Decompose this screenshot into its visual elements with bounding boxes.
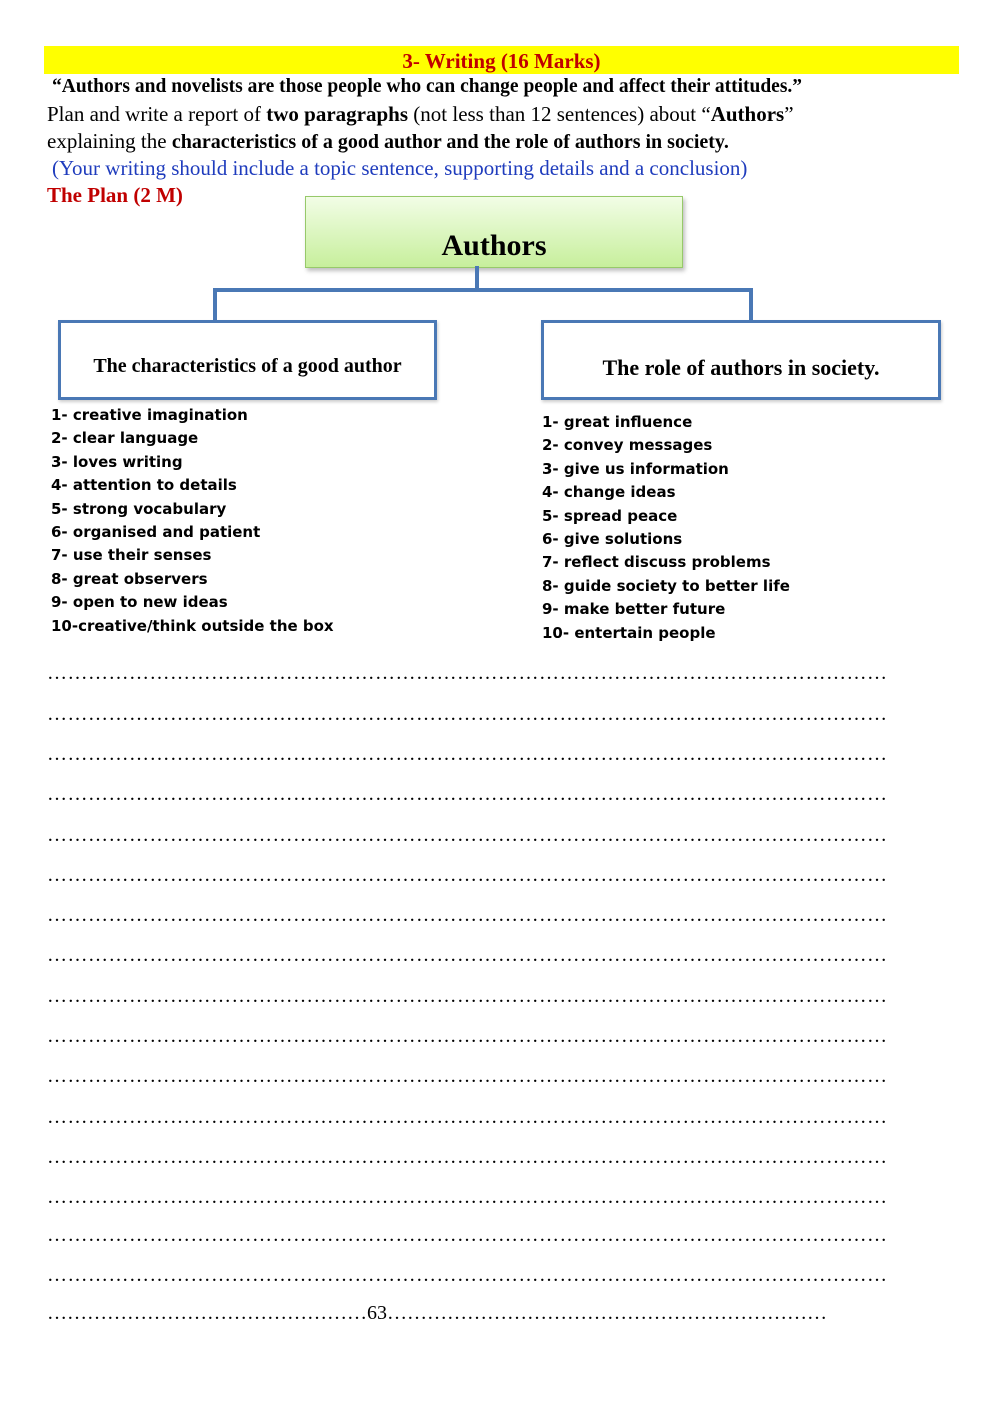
writing-line[interactable]: ……………………………………………………………………………………………………………: [47, 1224, 888, 1246]
instruction: (Your writing should include a topic sentence, supporting details and a conclusion): [52, 156, 748, 180]
list-item: 2- convey messages: [542, 436, 713, 455]
list-item: 6- organised and patient: [51, 522, 261, 541]
task-emphasis: Authors: [710, 102, 785, 126]
list-item: 10-creative/think outside the box: [51, 616, 334, 635]
task-emphasis: two paragraphs: [266, 102, 409, 126]
list-item: 9- make better future: [542, 600, 726, 619]
list-item: 7- use their senses: [51, 546, 212, 565]
list-item: 4- attention to details: [51, 476, 237, 495]
connector-bar: [213, 288, 753, 292]
footer-dots: …………………………………………………………: [387, 1302, 827, 1324]
header-bar: [44, 46, 959, 74]
writing-line[interactable]: ……………………………………………………………………………………………………………: [47, 703, 888, 725]
task-text: explaining the: [47, 129, 172, 153]
center-node: [305, 196, 683, 268]
footer-line: [47, 1302, 947, 1325]
writing-line[interactable]: ……………………………………………………………………………………………………………: [47, 944, 888, 966]
task-emphasis: characteristics of a good author and the role of authors in society.: [171, 131, 729, 153]
writing-line[interactable]: ……………………………………………………………………………………………………………: [47, 1065, 888, 1087]
list-item: 9- open to new ideas: [51, 593, 228, 612]
footer-dots: …………………………………………: [47, 1302, 367, 1324]
list-item: 5- strong vocabulary: [51, 499, 227, 518]
writing-line[interactable]: ……………………………………………………………………………………………………………: [47, 1186, 888, 1208]
writing-line[interactable]: ……………………………………………………………………………………………………………: [47, 1025, 888, 1047]
writing-line[interactable]: ……………………………………………………………………………………………………………: [47, 1264, 888, 1286]
connector-left: [213, 288, 217, 320]
writing-line[interactable]: ……………………………………………………………………………………………………………: [47, 662, 888, 684]
section-title: 3- Writing (16 Marks): [402, 49, 601, 73]
plan-title: The Plan (2 M): [47, 183, 183, 207]
branch-label: The role of authors in society.: [602, 355, 880, 380]
list-item: 8- guide society to better life: [542, 576, 790, 595]
writing-line[interactable]: ……………………………………………………………………………………………………………: [47, 824, 888, 846]
connector-right: [749, 288, 753, 320]
list-item: 2- clear language: [51, 429, 199, 448]
task-text: ”: [784, 102, 794, 126]
branch-role: [541, 320, 941, 400]
writing-line[interactable]: ……………………………………………………………………………………………………………: [47, 743, 888, 765]
characteristics-list: [51, 404, 334, 638]
writing-line[interactable]: ……………………………………………………………………………………………………………: [47, 1146, 888, 1168]
page-number: 63: [367, 1302, 387, 1324]
task-line-2: [47, 129, 729, 154]
list-item: 3- give us information: [542, 459, 729, 478]
role-list: [542, 411, 790, 645]
task-text: Plan and write a report of: [47, 102, 267, 126]
list-item: 6- give solutions: [542, 529, 683, 548]
list-item: 10- entertain people: [542, 623, 716, 642]
branch-label: The characteristics of a good author: [93, 355, 402, 377]
writing-line[interactable]: ……………………………………………………………………………………………………………: [47, 864, 888, 886]
writing-line[interactable]: ……………………………………………………………………………………………………………: [47, 1106, 888, 1128]
list-item: 3- loves writing: [51, 452, 183, 471]
branch-characteristics: [58, 320, 437, 400]
list-item: 8- great observers: [51, 569, 208, 588]
center-node-label: Authors: [441, 229, 547, 262]
list-item: 1- great influence: [542, 413, 693, 431]
list-item: 4- change ideas: [542, 483, 676, 502]
task-line-1: [47, 102, 794, 127]
writing-line[interactable]: ……………………………………………………………………………………………………………: [47, 783, 888, 805]
connector-stem: [475, 266, 479, 290]
writing-line[interactable]: ……………………………………………………………………………………………………………: [47, 985, 888, 1007]
list-item: 1- creative imagination: [51, 406, 248, 424]
writing-line[interactable]: ……………………………………………………………………………………………………………: [47, 904, 888, 926]
prompt-quote: “Authors and novelists are those people who can change people and affect their attitudes.”: [52, 76, 803, 97]
list-item: 7- reflect discuss problems: [542, 553, 771, 572]
list-item: 5- spread peace: [542, 506, 678, 525]
task-text: (not less than 12 sentences) about “: [408, 102, 711, 126]
